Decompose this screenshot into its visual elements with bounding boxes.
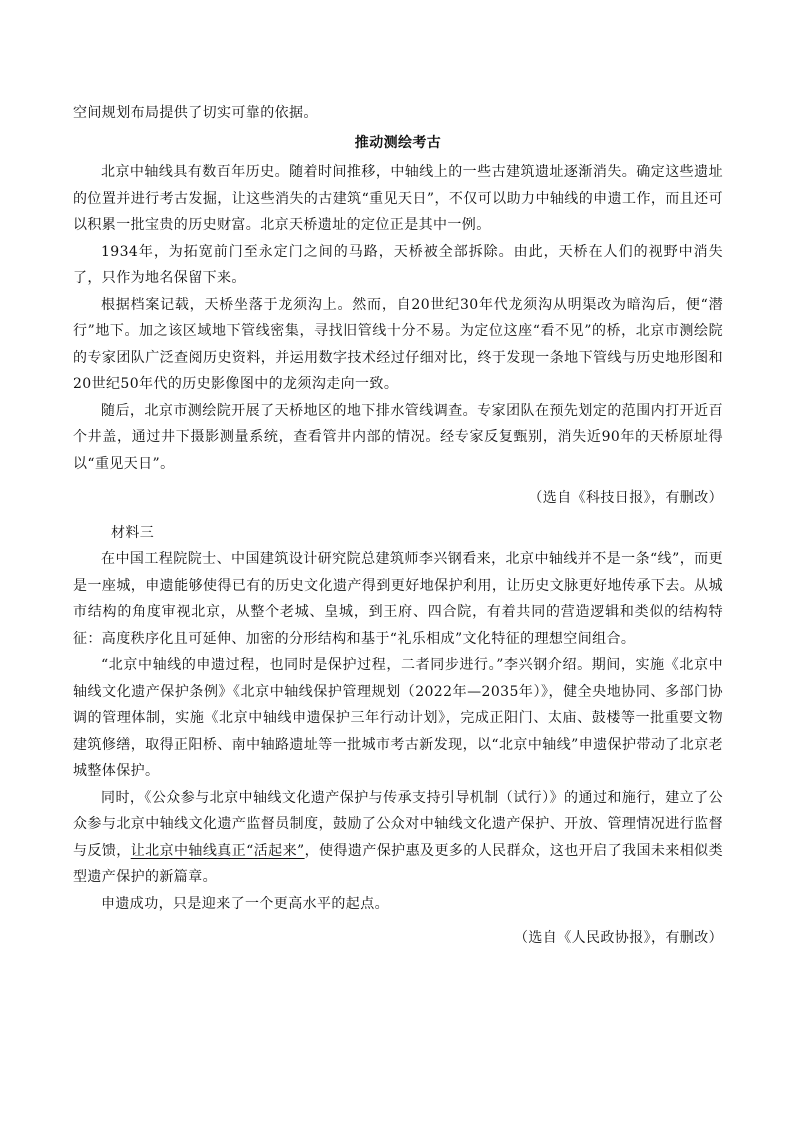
section-heading: 推动测绘考古 [354,134,442,151]
source-citation: （选自《科技日报》，有删改） [528,490,723,506]
material-label: 材料三 [111,524,155,541]
paragraph-text: ，使得遗产保护惠及更多的人民群众，这也开启了我国未来相似类型遗产保护的新篇章。 [73,842,723,885]
paragraph: “北京中轴线的申遗过程，也同时是保护过程，二者同步进行。”李兴钢介绍。期间，实施《北京中轴线文化遗产保护条例》《北京中轴线保护管理规划（2022年—2035年）》，健全央地协同、多部门协调的管理体制，实施《北京中轴线申遗保护三年行动计划》，完成正阳门、太庙、鼓楼等一批重要文物建筑修缮，取得正阳桥、南中轴路遗址等一批城市考古新发现，以“北京中轴线”申遗保护带动了北京老城整体保护。 [73,657,723,779]
paragraph-text: 同时，《公众参与北京中轴线文化遗产保护与传承支持引导机制（试行）》的通过和施行，建立了公众参与北京中轴线文化遗产监督员制度，鼓励了公众对中轴线文化遗产保护、开放、管理情况进行监督与反馈， [73,789,723,859]
document-body [73,100,723,960]
paragraph: 北京中轴线具有数百年历史。随着时间推移，中轴线上的一些古建筑遗址逐渐消失。确定这些遗址的位置并进行考古发掘，让这些消失的古建筑“重见天日”，不仅可以助力中轴线的申遗工作，而且还可以积累一批宝贵的历史财富。北京天桥遗址的定位正是其中一例。 [73,164,723,233]
paragraph-continued: 空间规划布局提供了切实可靠的依据。 [73,105,318,121]
paragraph: 申遗成功，只是迎来了一个更高水平的起点。 [101,895,389,912]
source-citation: （选自《人民政协报》，有删改） [514,930,723,946]
paragraph: 1934年，为拓宽前门至永定门之间的马路，天桥被全部拆除。由此，天桥在人们的视野中消失了，只作为地名保留下来。 [73,243,723,286]
underlined-phrase: 让北京中轴线真正“活起来” [130,842,305,859]
paragraph: 随后，北京市测绘院开展了天桥地区的地下排水管线调查。专家团队在预先划定的范围内打开近百个井盖，通过井下摄影测量系统，查看管井内部的情况。经专家反复甄别，消失近90年的天桥原址得以“重见天日”。 [73,402,723,472]
paragraph: 在中国工程院院士、中国建筑设计研究院总建筑师李兴钢看来，北京中轴线并不是一条“线”，而更是一座城，申遗能够使得已有的历史文化遗产得到更好地保护利用，让历史文脉更好地传承下去。从城市结构的角度审视北京，从整个老城、皇城，到王府、四合院，有着共同的营造逻辑和类似的结构特征：高度秩序化且可延伸、加密的分形结构和基于“礼乐相成”文化特征的理想空间组合。 [73,551,723,647]
paragraph [73,785,723,891]
paragraph: 根据档案记载，天桥坐落于龙须沟上。然而，自20世纪30年代龙须沟从明渠改为暗沟后，便“潜行”地下。加之该区域地下管线密集，寻找旧管线十分不易。为定位这座“看不见”的桥，北京市测绘院的专家团队广泛查阅历史资料，并运用数字技术经过仔细对比，终于发现一条地下管线与历史地形图和20世纪50年代的历史影像图中的龙须沟走向一致。 [73,296,723,392]
